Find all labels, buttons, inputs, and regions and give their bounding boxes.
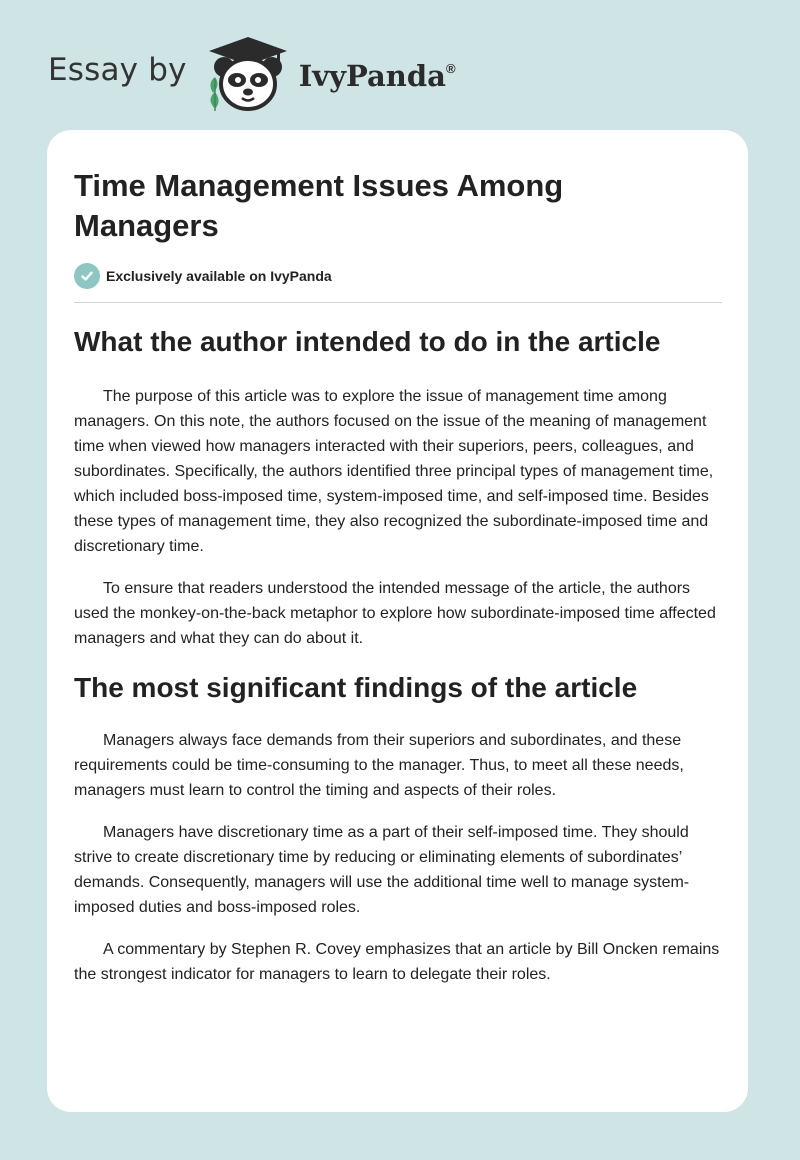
divider	[74, 302, 722, 303]
paragraph: To ensure that readers understood the intended message of the article, the authors used the monkey-on-the-back metaphor to explore how subordinate-imposed time affected managers and what they can do about it.	[74, 580, 716, 647]
badge-text: Exclusively available on IvyPanda	[106, 268, 332, 284]
article-body	[74, 322, 722, 1004]
essay-by-label: Essay by	[48, 52, 187, 88]
registered-mark: ®	[445, 61, 456, 76]
brand-name[interactable]	[299, 59, 456, 93]
article-card	[47, 130, 748, 1112]
paragraph: A commentary by Stephen R. Covey emphasizes that an article by Bill Oncken remains the strongest indicator for managers to learn to delegate their roles.	[74, 941, 720, 983]
article-title: Time Management Issues Among Managers	[74, 168, 564, 243]
section-heading: The most significant findings of the article	[74, 672, 638, 703]
check-icon	[74, 263, 100, 289]
paragraph: The purpose of this article was to explore the issue of management time among managers. On this note, the authors focused on the issue of the meaning of management time when viewed how managers interacted with their superiors, peers, colleagues, and subordinates. Specifically, the authors identified three principal types of management time, which included boss-imposed time, system-imposed time, and self-imposed time. Besides these types of management time, they also recognized the subordinate-imposed time and discretionary time.	[74, 388, 714, 555]
brand-text: IvyPanda	[298, 59, 446, 93]
panda-logo-icon[interactable]	[203, 35, 293, 113]
section-heading: What the author intended to do in the article	[74, 326, 661, 357]
exclusive-badge	[74, 262, 332, 290]
paragraph: Managers always face demands from their superiors and subordinates, and these requirements could be time-consuming to the manager. Thus, to meet all these needs, managers must learn to control the timing and aspects of their roles.	[74, 732, 684, 799]
site-header	[48, 34, 456, 114]
paragraph: Managers have discretionary time as a part of their self-imposed time. They should strive to create discretionary time by reducing or eliminating elements of subordinates’ demands. Consequently, managers will use the additional time well to manage system-imposed duties and boss-imposed roles.	[74, 824, 690, 916]
